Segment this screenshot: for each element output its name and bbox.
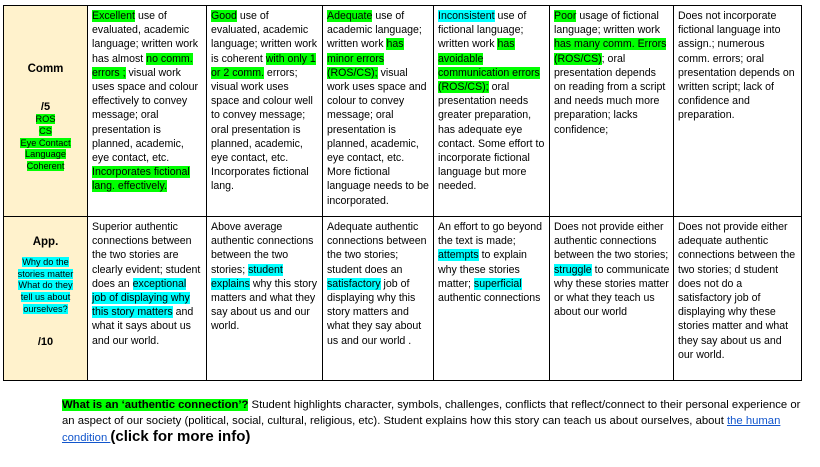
descriptor-text: Does not provide either adequate authentic connections between the two stories; d student does not do a satisfactory job of displaying why these stories matter and what they say about us and our world.	[678, 221, 796, 361]
descriptor-text: job of displaying why this story matters and what they say about us and our world .	[327, 277, 422, 347]
comm-tag: Eye Contact	[20, 137, 71, 148]
highlighted-phrase: Good	[211, 10, 237, 22]
app-tag: tell us about	[20, 291, 71, 302]
comm-level-good	[207, 6, 323, 217]
descriptor-text: to communicate why these stories matter or what they teach us about our world	[554, 263, 670, 319]
highlighted-phrase: student explains	[211, 263, 283, 290]
app-tag: What do they	[18, 280, 73, 291]
comm-title: Comm	[27, 63, 64, 75]
descriptor-text: Does not provide either authentic connections between the two stories;	[554, 221, 669, 262]
descriptor-text: An effort to go beyond the text is made;	[438, 221, 543, 248]
highlighted-phrase: with only 1 or 2 comm.	[211, 52, 316, 79]
app-tag: Why do the	[22, 257, 69, 268]
app-tag: stories matter	[17, 268, 74, 279]
descriptor-text: Adequate authentic connections between the two stories; student does an	[327, 221, 427, 276]
highlighted-phrase: Incorporates fictional lang. effectively.	[92, 166, 190, 193]
highlighted-phrase: has avoidable communication errors (ROS/CS);	[438, 38, 540, 94]
comm-level-poor	[550, 6, 674, 217]
descriptor-text: Superior authentic connections between the two stories are clearly evident; student does an	[92, 221, 201, 290]
note-text: Student highlights character, symbols, challenges, conflicts that reflect/connect to their personal experience or an aspect of our society (political, social, cultural, religious, etc). Student explains how this story can teach us about ourselves, about	[62, 399, 801, 427]
descriptor-text: use of evaluated, academic language; written work is coherent	[211, 10, 317, 65]
descriptor-text: use of academic language; written work	[327, 10, 422, 51]
comm-tag: Language	[25, 149, 66, 160]
app-level-adequate	[323, 217, 434, 381]
highlighted-phrase: Excellent	[92, 10, 135, 22]
descriptor-text: authentic connections	[438, 292, 541, 305]
comm-score: /5	[40, 101, 51, 114]
comm-tags	[6, 114, 85, 172]
descriptor-text: visual work uses space and colour effectively to convey message; oral presentation is planned, academic, eye contact, etc.	[92, 66, 199, 165]
highlighted-phrase: Adequate	[327, 10, 373, 22]
highlighted-phrase: no comm. errors ;	[92, 52, 193, 79]
rubric-row-app	[4, 217, 802, 381]
comm-level-excellent	[88, 6, 207, 217]
descriptor-text: oral presentation needs greater preparation, has adequate eye contact. Some effort to incorporate fictional language but more needed.	[438, 81, 545, 193]
app-level-above-average	[207, 217, 323, 381]
app-tag: ourselves?	[23, 303, 68, 314]
highlighted-phrase: attempts	[438, 249, 479, 262]
highlighted-phrase: struggle	[554, 263, 592, 276]
comm-category-cell	[4, 6, 88, 217]
app-score: /10	[37, 336, 54, 349]
comm-level-inconsistent	[434, 6, 550, 217]
app-level-effort	[434, 217, 550, 381]
highlighted-phrase: Inconsistent	[438, 10, 495, 22]
descriptor-text: use of fictional language; written work	[438, 10, 527, 51]
descriptor-text: errors; visual work uses space and colour well to convey message; oral presentation is planned, academic, eye contact, etc. Incorporates fictional lang.	[211, 66, 313, 193]
app-level-struggle	[550, 217, 674, 381]
comm-tag: Coherent	[26, 160, 65, 171]
authentic-connection-note	[62, 397, 802, 446]
app-tags	[6, 257, 85, 315]
descriptor-text: Does not incorporate fictional language into assign.; numerous comm. errors; oral presentation depends on written script; lack of confidence and preparation.	[678, 10, 795, 122]
highlighted-phrase: exceptional job of displaying why this story matters	[92, 277, 190, 319]
descriptor-text: use of evaluated, academic language; written work has almost	[92, 10, 198, 65]
descriptor-text: Above average authentic connections between the two stories;	[211, 221, 314, 276]
rubric-row-comm	[4, 6, 802, 217]
app-level-superior	[88, 217, 207, 381]
descriptor-text: ; oral presentation depends on reading from a script and needs much more preparation; lacks confidence;	[554, 52, 666, 136]
app-level-none	[674, 217, 802, 381]
descriptor-text: and what it says about us and our world.	[92, 306, 194, 347]
app-category-cell	[4, 217, 88, 381]
rubric-table	[3, 5, 802, 381]
human-condition-link[interactable]: the human condition	[62, 415, 781, 444]
highlighted-phrase: Poor	[554, 10, 577, 22]
comm-level-none	[674, 6, 802, 217]
note-question: What is an ‘authentic connection’?	[62, 399, 249, 411]
click-for-more-info: (click for more info)	[110, 428, 251, 445]
comm-tag: CS	[39, 126, 52, 136]
highlighted-phrase: has many comm. Errors (ROS/CS)	[554, 38, 667, 65]
descriptor-text: visual work uses space and colour to convey message; oral presentation is planned, academic, eye contact, etc. More fictional language needs to be incorporated.	[327, 66, 429, 207]
comm-tag: ROS	[35, 114, 56, 125]
highlighted-phrase: has minor errors (ROS/CS);	[327, 38, 404, 79]
highlighted-phrase: satisfactory	[327, 277, 381, 290]
app-title: App.	[32, 236, 59, 248]
descriptor-text: usage of fictional language; written work	[554, 10, 660, 37]
descriptor-text: why this story matters and what they say about us and our world.	[211, 277, 317, 333]
highlighted-phrase: superficial	[473, 277, 522, 290]
descriptor-text: to explain why these stories matter;	[438, 249, 527, 290]
comm-level-adequate	[323, 6, 434, 217]
